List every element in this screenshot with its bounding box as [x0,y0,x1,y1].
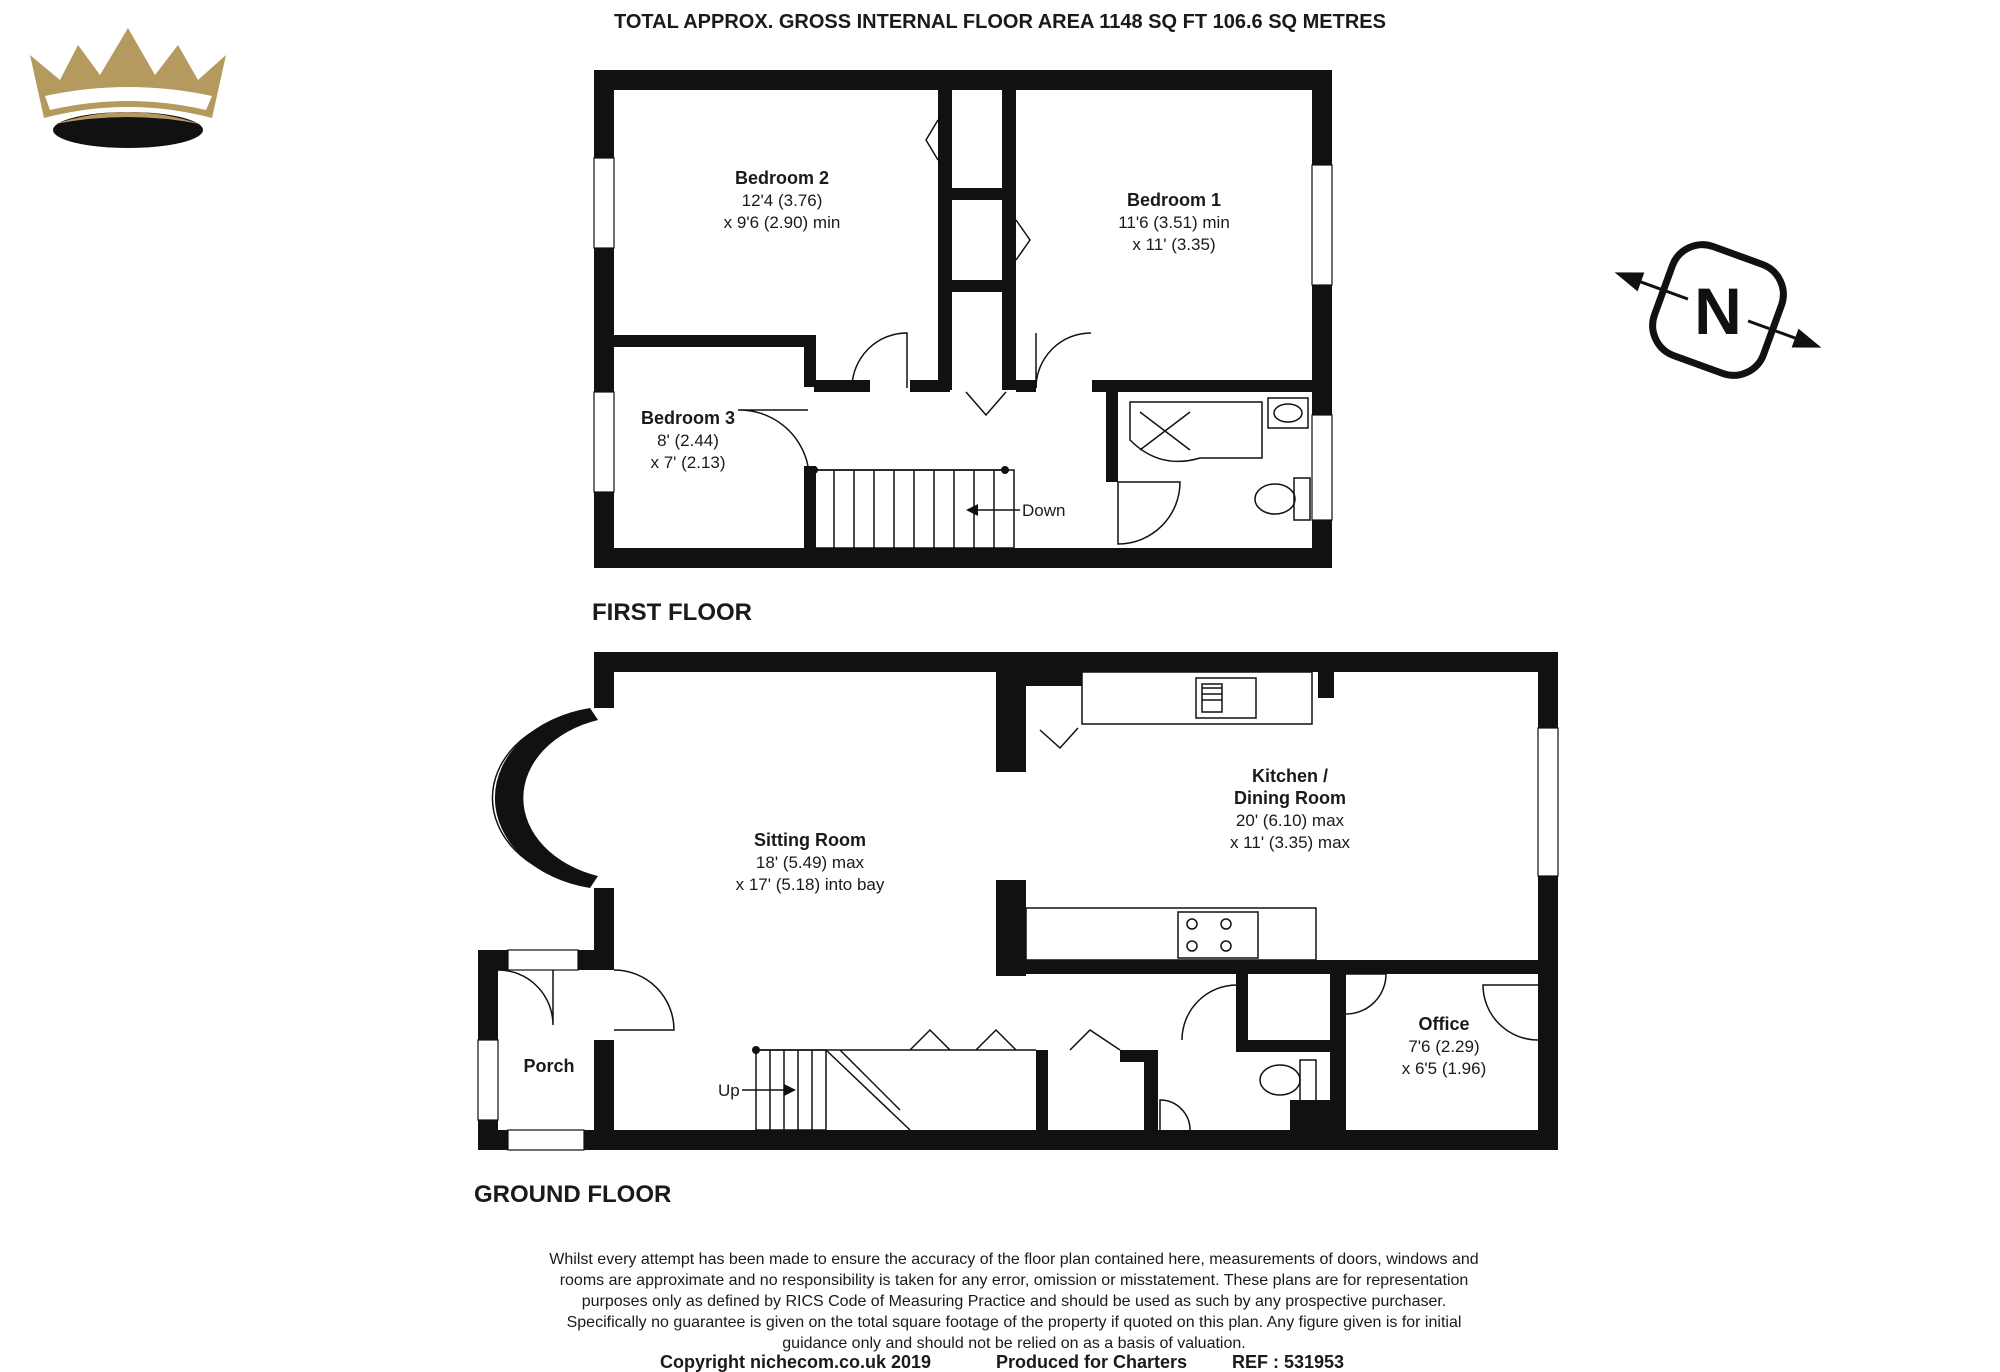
disclaimer-line: Specifically no guarantee is given on the total square footage of the property if quoted on this plan. Any figure given is for initial [566,1314,1462,1331]
sitting-room-name: Sitting Room [754,830,866,850]
kitchen-dim2: x 11' (3.35) max [1229,833,1351,852]
crown-logo [30,28,226,148]
area-header: TOTAL APPROX. GROSS INTERNAL FLOOR AREA 1148 SQ FT 106.6 SQ METRES [613,11,1387,33]
porch-name: Porch [523,1056,575,1076]
ground-floor-plan [478,652,1558,1150]
bedroom2-dim1: 12'4 (3.76) [741,191,823,210]
disclaimer-line: purposes only as defined by RICS Code of Measuring Practice and should be used as such by any prospective purchaser. [581,1293,1447,1310]
copyright: Copyright nichecom.co.uk 2019 [660,1352,932,1372]
office-dim2: x 6'5 (1.96) [1401,1059,1487,1078]
bedroom3-dim2: x 7' (2.13) [650,453,726,472]
bedroom2-name: Bedroom 2 [734,168,830,188]
ground-floor-title: GROUND FLOOR [474,1181,672,1208]
kitchen-name-2: Dining Room [1234,788,1346,808]
ground-toilet-icon [1260,1060,1316,1102]
office-dim1: 7'6 (2.29) [1408,1037,1480,1056]
basin-icon [1268,398,1308,428]
stairs-down-label: Down [1022,501,1066,520]
disclaimer-line: guidance only and should not be relied on as a basis of valuation. [782,1335,1246,1352]
first-floor-plan [594,70,1332,568]
stairs-up-label: Up [718,1081,740,1100]
compass-letter: N [1694,274,1742,348]
office-name: Office [1418,1014,1470,1034]
kitchen-name-1: Kitchen / [1251,766,1329,786]
bedroom1-dim1: 11'6 (3.51) min [1118,213,1230,232]
kitchen-dim1: 20' (6.10) max [1235,811,1345,830]
sitting-room-dim2: x 17' (5.18) into bay [735,875,885,894]
produced-for: Produced for Charters [996,1352,1188,1372]
bedroom1-dim2: x 11' (3.35) [1132,235,1216,254]
disclaimer [549,1251,1478,1352]
sitting-room-dim1: 18' (5.49) max [755,853,865,872]
toilet-icon [1255,478,1310,520]
bedroom2-dim2: x 9'6 (2.90) min [723,213,841,232]
first-floor-title: FIRST FLOOR [592,599,752,626]
hob-icon [1178,912,1258,958]
disclaimer-line: rooms are approximate and no responsibility is taken for any error, omission or misstatement. These plans are for representation [559,1272,1469,1289]
bath-icon [1130,402,1262,461]
disclaimer-line: Whilst every attempt has been made to ensure the accuracy of the floor plan contained here, measurements of doors, windows and [549,1251,1479,1268]
north-compass-icon [1595,218,1841,402]
bedroom3-dim1: 8' (2.44) [657,431,719,450]
bedroom3-name: Bedroom 3 [640,408,736,428]
reference: REF : 531953 [1232,1352,1345,1372]
bedroom1-name: Bedroom 1 [1126,190,1222,210]
